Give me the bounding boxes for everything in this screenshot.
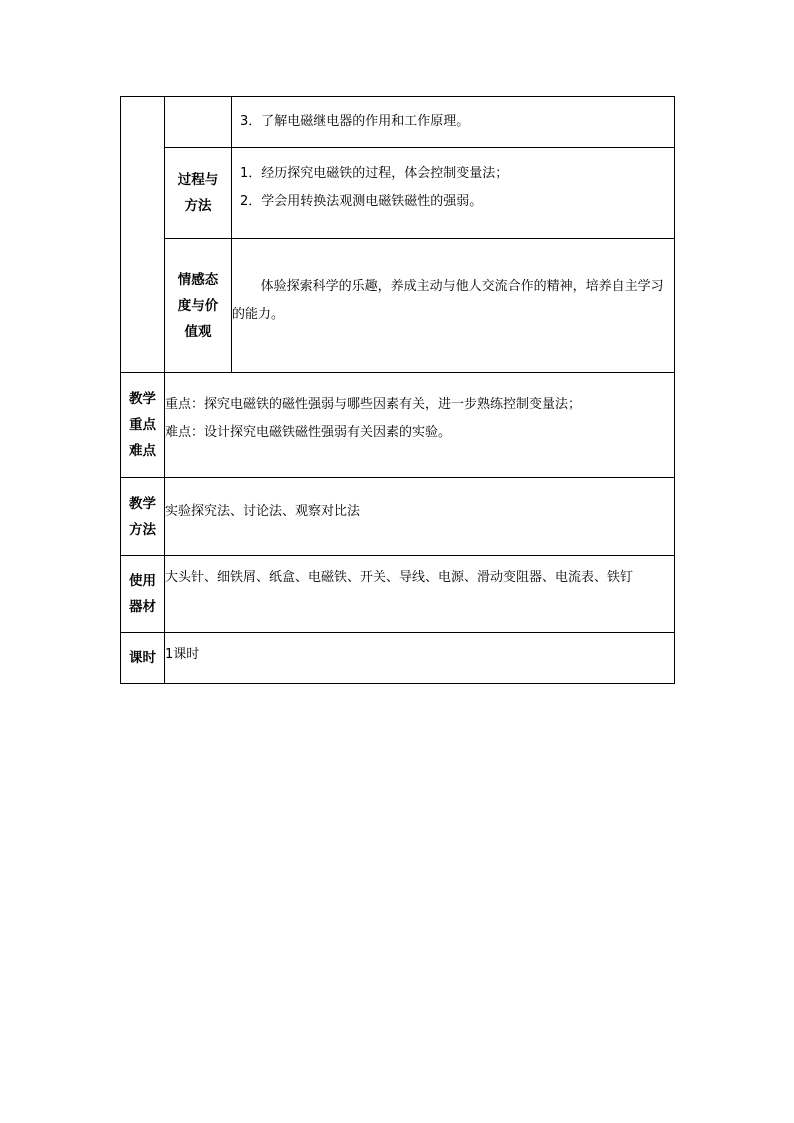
focus-label: 教学 重点 难点 bbox=[121, 373, 165, 478]
emotion-row bbox=[121, 239, 675, 373]
hours-text: 1课时 bbox=[165, 647, 200, 662]
emotion-label: 情感态 度与价 值观 bbox=[165, 239, 232, 373]
process-content bbox=[232, 148, 675, 239]
equipment-text: 大头针、细铁屑、纸盒、电磁铁、开关、导线、电源、滑动变阻器、电流表、铁钉 bbox=[165, 570, 634, 585]
emotion-content bbox=[232, 239, 675, 373]
hours-label: 课时 bbox=[121, 633, 165, 684]
process-item: 1．经历探究电磁铁的过程，体会控制变量法； bbox=[240, 166, 509, 181]
method-row bbox=[121, 478, 675, 556]
equipment-content bbox=[165, 556, 675, 633]
process-label: 过程与 方法 bbox=[165, 148, 232, 239]
key-point: 重点：探究电磁铁的磁性强弱与哪些因素有关，进一步熟练控制变量法； bbox=[165, 397, 582, 412]
hours-row bbox=[121, 633, 675, 684]
emotion-text: 体验探索科学的乐趣，养成主动与他人交流合作的精神，培养自主学习的能力。 bbox=[232, 279, 664, 322]
focus-content bbox=[165, 373, 675, 478]
lesson-plan-table bbox=[120, 96, 675, 684]
knowledge-label-cell bbox=[165, 97, 232, 148]
knowledge-item-3: 3．了解电磁继电器的作用和工作原理。 bbox=[240, 114, 470, 129]
knowledge-content bbox=[232, 97, 675, 148]
equipment-label: 使用 器材 bbox=[121, 556, 165, 633]
hours-content bbox=[165, 633, 675, 684]
method-content bbox=[165, 478, 675, 556]
equipment-row bbox=[121, 556, 675, 633]
process-row bbox=[121, 148, 675, 239]
knowledge-row bbox=[121, 97, 675, 148]
focus-row bbox=[121, 373, 675, 478]
objectives-label-cell bbox=[121, 97, 165, 373]
process-item: 2．学会用转换法观测电磁铁磁性的强弱。 bbox=[240, 194, 483, 209]
method-label: 教学 方法 bbox=[121, 478, 165, 556]
difficult-point: 难点：设计探究电磁铁磁性强弱有关因素的实验。 bbox=[165, 425, 452, 440]
method-text: 实验探究法、讨论法、观察对比法 bbox=[165, 504, 361, 519]
